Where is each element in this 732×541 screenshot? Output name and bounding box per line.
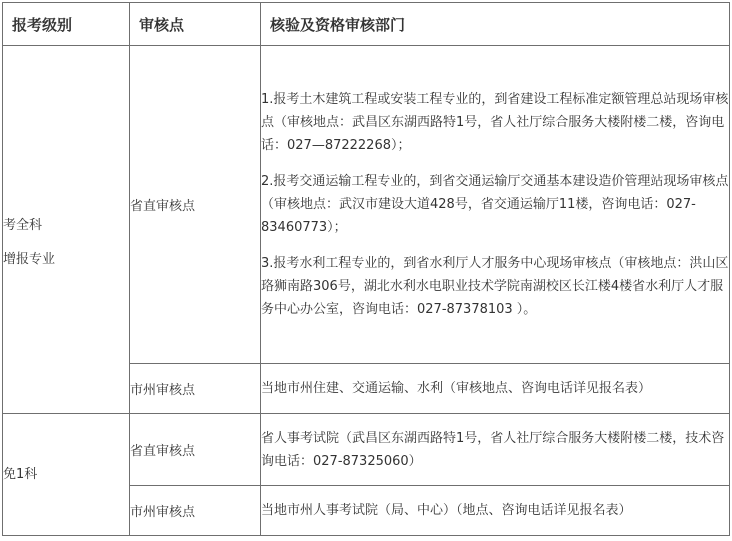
- level-cell: [3, 414, 130, 536]
- department-cell: [261, 46, 730, 364]
- qualification-review-table: [2, 2, 730, 536]
- department-paragraph: 省人事考试院（武昌区东湖西路特1号，省人社厅综合服务大楼附楼二楼，技术咨询电话：027-87325060）: [261, 430, 725, 469]
- review-point-cell: 省直审核点: [130, 414, 261, 486]
- level-line: 考全科: [3, 217, 43, 233]
- department-cell: [261, 486, 730, 536]
- header-department: 核验及资格审核部门: [261, 3, 730, 46]
- review-point-cell: 省直审核点: [130, 46, 261, 364]
- review-point-cell: 市州审核点: [130, 364, 261, 414]
- level-cell: [3, 46, 130, 414]
- table-row: [3, 46, 730, 364]
- header-level: 报考级别: [3, 3, 130, 46]
- department-paragraph: 当地市州住建、交通运输、水利（审核地点、咨询电话详见报名表）: [261, 381, 652, 396]
- header-row: [3, 3, 730, 46]
- level-line: 增报专业: [3, 251, 56, 267]
- department-cell: [261, 364, 730, 414]
- review-point-cell: 市州审核点: [130, 486, 261, 536]
- department-paragraph: 3.报考水利工程专业的，到省水利厅人才服务中心现场审核点（审核地点：洪山区珞狮南路306号，湖北水利水电职业技术学院南湖校区长江楼4楼省水利厅人才服务中心办公室，咨询电话：027-87378103 ）。: [261, 256, 729, 317]
- level-line: 免1科: [3, 466, 38, 482]
- header-review-point: 审核点: [130, 3, 261, 46]
- department-paragraph: 1.报考土木建筑工程或安装工程专业的，到省建设工程标准定额管理总站现场审核点（审核地点：武昌区东湖西路特1号，省人社厅综合服务大楼附楼二楼，咨询电话：027—87222268）；: [261, 92, 729, 153]
- department-paragraph: 当地市州人事考试院（局、中心）（地点、咨询电话详见报名表）: [261, 503, 632, 518]
- table-row: [3, 414, 730, 486]
- department-cell: [261, 414, 730, 486]
- department-paragraph: 2.报考交通运输工程专业的，到省交通运输厅交通基本建设造价管理站现场审核点（审核地点：武汉市建设大道428号，省交通运输厅11楼，咨询电话：027-83460773）；: [261, 174, 729, 235]
